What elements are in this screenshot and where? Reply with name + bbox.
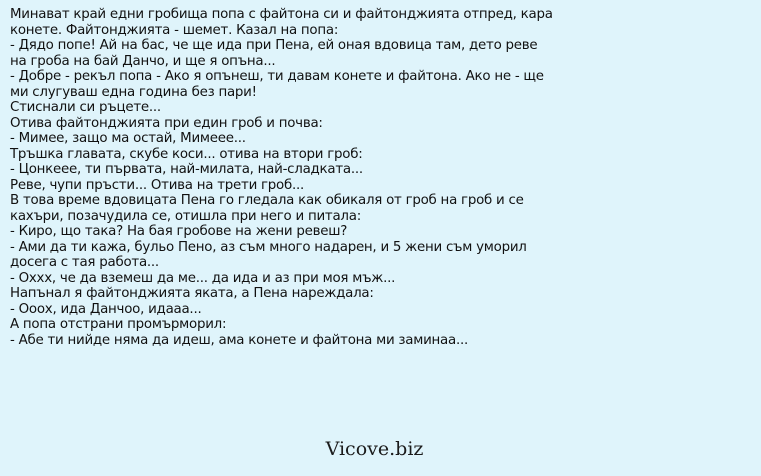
joke-line: В това време вдовицата Пена го гледала как обикаля от гроб на гроб и се: [10, 193, 524, 208]
joke-line: на гроба на бай Данчо, и ще я опъна...: [10, 53, 276, 69]
joke-line: Стиснали си ръцете...: [10, 100, 161, 115]
joke-line: - Оооx, ида Данчоо, идааа...: [10, 301, 202, 317]
joke-line: - Цонкеее, ти първата, най-милата, най-сладката...: [10, 162, 363, 177]
site-brand: Vicove.biz: [325, 438, 424, 460]
joke-line: - Добре - рекъл попа - Ако я опънеш, ти давам конете и файтона. Ако не - ще: [10, 69, 544, 84]
joke-line: Напънал я файтонджията яката, а Пена нареждала:: [10, 286, 374, 301]
joke-line: ми слугуваш една година без пари!: [10, 84, 257, 100]
joke-line: - Дядо попе! Ай на бас, че ще ида при Пена, ей оная вдовица там, дето реве: [10, 38, 538, 53]
joke-line: - Абе ти нийде няма да идеш, ама конете и файтона ми заминаа...: [10, 332, 468, 348]
joke-line: Минават край едни гробища попа с файтона си и файтонджията отпред, кара: [10, 7, 553, 22]
joke-line: Отива файтонджията при един гроб и почва:: [10, 115, 323, 131]
joke-line: А попа отстрани промърморил:: [10, 317, 227, 332]
joke-line: - Ами да ти кажа, бульо Пено, аз съм много надарен, и 5 жени съм уморил: [10, 239, 527, 255]
joke-line: - Мимее, защо ма остай, Мимеее...: [10, 131, 246, 146]
joke-line: конете. Файтонджията - шемет. Казал на попа:: [10, 22, 339, 38]
joke-line: - Оххх, че да вземеш да ме... да ида и аз при моя мъж...: [10, 270, 396, 286]
joke-text: [10, 7, 750, 348]
joke-line: Тръшка главата, скубе коси... отива на втори гроб:: [10, 146, 363, 162]
joke-line: досега с тая работа...: [10, 255, 159, 270]
joke-line: кахъри, позачудила се, отишла при него и питала:: [10, 208, 361, 224]
joke-line: - Киро, що така? На бая гробове на жени ревеш?: [10, 224, 348, 239]
joke-line: Реве, чупи пръсти... Отива на трети гроб...: [10, 177, 305, 193]
